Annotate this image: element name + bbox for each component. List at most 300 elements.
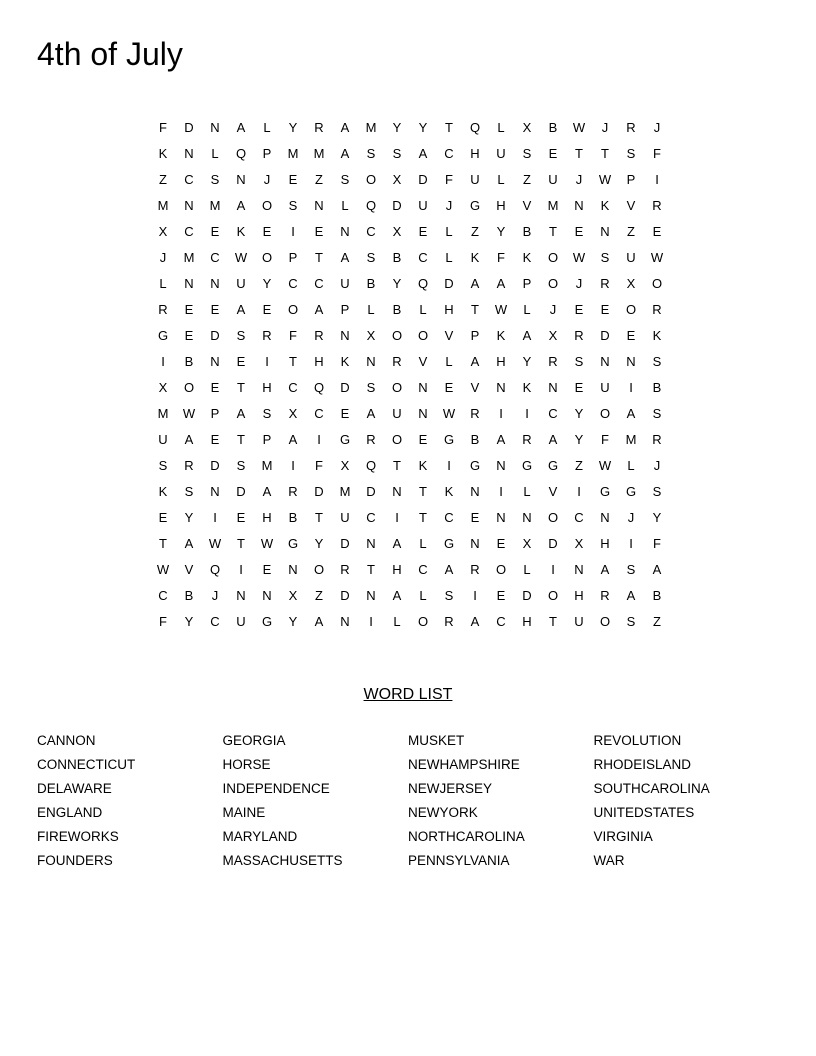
grid-letter: O xyxy=(313,562,325,577)
grid-letter: G xyxy=(339,432,351,447)
grid-row xyxy=(150,115,670,141)
grid-letter: O xyxy=(547,250,559,265)
grid-letter: N xyxy=(600,354,610,369)
grid-letter: T xyxy=(549,224,557,239)
grid-letter: O xyxy=(183,380,195,395)
grid-letter: B xyxy=(470,432,480,447)
grid-letter: E xyxy=(262,224,272,239)
grid-letter: P xyxy=(340,302,350,317)
grid-letter: I xyxy=(499,484,503,499)
grid-letter: X xyxy=(392,224,402,239)
grid-letter: A xyxy=(314,614,324,629)
word-item: INDEPENDENCE xyxy=(222,781,330,796)
grid-letter: H xyxy=(574,588,584,603)
grid-letter: C xyxy=(288,380,298,395)
grid-letter: E xyxy=(184,328,194,343)
grid-letter: K xyxy=(496,328,506,343)
grid-letter: J xyxy=(211,588,219,603)
grid-letter: N xyxy=(210,120,220,135)
grid-row xyxy=(150,141,670,167)
grid-row xyxy=(150,193,670,219)
grid-row xyxy=(150,609,670,635)
grid-letter: S xyxy=(236,328,246,343)
grid-letter: I xyxy=(291,458,295,473)
grid-letter: E xyxy=(262,562,272,577)
grid-row xyxy=(150,453,670,479)
grid-letter: N xyxy=(184,198,194,213)
grid-letter: J xyxy=(653,120,661,135)
grid-letter: V xyxy=(184,562,194,577)
grid-letter: O xyxy=(417,614,429,629)
word-list xyxy=(37,729,797,873)
grid-letter: E xyxy=(470,510,480,525)
grid-letter: N xyxy=(236,588,246,603)
grid-letter: O xyxy=(547,276,559,291)
grid-letter: Y xyxy=(392,120,402,135)
grid-letter: H xyxy=(470,146,480,161)
grid-letter: H xyxy=(496,198,506,213)
grid-letter: I xyxy=(265,354,269,369)
grid-letter: T xyxy=(367,562,375,577)
grid-letter: X xyxy=(522,120,532,135)
grid-letter: Y xyxy=(392,276,402,291)
grid-letter: T xyxy=(419,484,427,499)
grid-letter: L xyxy=(419,588,427,603)
grid-letter: K xyxy=(444,484,454,499)
grid-letter: Y xyxy=(288,614,298,629)
grid-letter: W xyxy=(494,302,508,317)
grid-letter: N xyxy=(574,198,584,213)
grid-letter: I xyxy=(629,536,633,551)
grid-letter: F xyxy=(653,536,661,551)
grid-letter: B xyxy=(652,380,662,395)
grid-letter: F xyxy=(601,432,609,447)
grid-letter: H xyxy=(262,380,272,395)
grid-letter: D xyxy=(340,536,350,551)
grid-letter: L xyxy=(445,250,453,265)
grid-letter: N xyxy=(470,536,480,551)
grid-letter: K xyxy=(600,198,610,213)
grid-letter: M xyxy=(209,198,221,213)
grid-letter: Q xyxy=(417,276,429,291)
grid-letter: F xyxy=(497,250,505,265)
grid-letter: I xyxy=(499,406,503,421)
grid-letter: Z xyxy=(653,614,661,629)
grid-letter: P xyxy=(522,276,532,291)
grid-letter: M xyxy=(261,458,273,473)
grid-letter: O xyxy=(599,406,611,421)
grid-letter: R xyxy=(600,276,610,291)
grid-letter: E xyxy=(418,432,428,447)
grid-letter: T xyxy=(237,536,245,551)
grid-letter: F xyxy=(289,328,297,343)
grid-letter: O xyxy=(495,562,507,577)
grid-letter: P xyxy=(262,146,272,161)
grid-letter: O xyxy=(261,250,273,265)
grid-letter: N xyxy=(496,458,506,473)
grid-letter: I xyxy=(473,588,477,603)
grid-letter: Y xyxy=(288,120,298,135)
grid-letter: I xyxy=(213,510,217,525)
grid-letter: S xyxy=(652,354,662,369)
grid-letter: T xyxy=(471,302,479,317)
grid-letter: O xyxy=(287,302,299,317)
grid-letter: N xyxy=(210,276,220,291)
grid-letter: Z xyxy=(575,458,583,473)
grid-letter: E xyxy=(210,432,220,447)
grid-letter: U xyxy=(548,172,558,187)
grid-letter: D xyxy=(548,536,558,551)
grid-letter: I xyxy=(551,562,555,577)
grid-letter: J xyxy=(575,172,583,187)
grid-letter: N xyxy=(366,536,376,551)
grid-letter: T xyxy=(393,458,401,473)
grid-letter: A xyxy=(522,328,532,343)
grid-letter: L xyxy=(419,302,427,317)
grid-letter: E xyxy=(418,224,428,239)
grid-letter: L xyxy=(497,120,505,135)
grid-letter: N xyxy=(392,484,402,499)
grid-letter: X xyxy=(392,172,402,187)
grid-letter: E xyxy=(496,588,506,603)
grid-letter: G xyxy=(443,536,455,551)
grid-letter: F xyxy=(159,614,167,629)
grid-letter: N xyxy=(262,588,272,603)
grid-letter: C xyxy=(548,406,558,421)
grid-letter: C xyxy=(496,614,506,629)
grid-letter: R xyxy=(548,354,558,369)
grid-letter: L xyxy=(393,614,401,629)
grid-letter: N xyxy=(366,588,376,603)
grid-letter: V xyxy=(418,354,428,369)
grid-letter: X xyxy=(366,328,376,343)
grid-letter: R xyxy=(626,120,636,135)
grid-letter: M xyxy=(365,120,377,135)
grid-letter: B xyxy=(184,588,194,603)
grid-letter: C xyxy=(158,588,168,603)
grid-row xyxy=(150,167,670,193)
grid-letter: U xyxy=(574,614,584,629)
grid-letter: Y xyxy=(522,354,532,369)
grid-letter: T xyxy=(419,510,427,525)
grid-letter: R xyxy=(652,432,662,447)
grid-letter: R xyxy=(444,614,454,629)
grid-letter: S xyxy=(444,588,454,603)
grid-letter: Z xyxy=(627,224,635,239)
grid-letter: A xyxy=(548,432,558,447)
grid-letter: E xyxy=(574,224,584,239)
grid-letter: D xyxy=(340,380,350,395)
grid-row xyxy=(150,401,670,427)
grid-letter: U xyxy=(600,380,610,395)
grid-letter: S xyxy=(600,250,610,265)
grid-letter: N xyxy=(626,354,636,369)
grid-letter: N xyxy=(288,562,298,577)
grid-letter: Z xyxy=(471,224,479,239)
grid-letter: N xyxy=(418,406,428,421)
grid-letter: G xyxy=(469,458,481,473)
grid-letter: V xyxy=(444,328,454,343)
grid-row xyxy=(150,557,670,583)
grid-letter: E xyxy=(548,146,558,161)
grid-letter: J xyxy=(653,458,661,473)
grid-letter: M xyxy=(625,432,637,447)
grid-letter: Z xyxy=(315,588,323,603)
grid-letter: U xyxy=(340,276,350,291)
grid-letter: Q xyxy=(469,120,481,135)
grid-letter: I xyxy=(161,354,165,369)
word-item: CANNON xyxy=(37,733,96,748)
word-item: FIREWORKS xyxy=(37,829,119,844)
grid-letter: G xyxy=(521,458,533,473)
grid-letter: U xyxy=(340,510,350,525)
word-column xyxy=(408,729,594,873)
grid-letter: Y xyxy=(496,224,506,239)
grid-letter: E xyxy=(496,536,506,551)
grid-letter: E xyxy=(236,354,246,369)
grid-letter: A xyxy=(340,120,350,135)
word-item: MUSKET xyxy=(408,733,465,748)
word-item: NEWJERSEY xyxy=(408,781,493,796)
grid-letter: W xyxy=(572,120,586,135)
grid-letter: M xyxy=(313,146,325,161)
grid-letter: R xyxy=(366,432,376,447)
grid-letter: E xyxy=(158,510,168,525)
grid-letter: E xyxy=(652,224,662,239)
grid-letter: D xyxy=(210,328,220,343)
grid-letter: L xyxy=(419,536,427,551)
grid-letter: E xyxy=(262,302,272,317)
grid-letter: G xyxy=(625,484,637,499)
grid-letter: R xyxy=(340,562,350,577)
grid-letter: T xyxy=(575,146,583,161)
grid-letter: I xyxy=(525,406,529,421)
grid-letter: H xyxy=(314,354,324,369)
grid-letter: L xyxy=(159,276,167,291)
grid-letter: B xyxy=(652,588,662,603)
grid-row xyxy=(150,245,670,271)
grid-letter: S xyxy=(184,484,194,499)
grid-letter: N xyxy=(210,354,220,369)
grid-letter: E xyxy=(210,380,220,395)
grid-letter: D xyxy=(418,172,428,187)
grid-letter: Q xyxy=(365,198,377,213)
grid-letter: T xyxy=(159,536,167,551)
grid-letter: N xyxy=(496,380,506,395)
grid-letter: R xyxy=(158,302,168,317)
grid-letter: A xyxy=(470,354,480,369)
grid-letter: S xyxy=(626,146,636,161)
grid-letter: S xyxy=(366,146,376,161)
grid-letter: D xyxy=(444,276,454,291)
grid-letter: T xyxy=(445,120,453,135)
grid-letter: G xyxy=(469,198,481,213)
grid-letter: K xyxy=(158,484,168,499)
grid-letter: D xyxy=(314,484,324,499)
grid-row xyxy=(150,349,670,375)
grid-letter: R xyxy=(288,484,298,499)
grid-letter: W xyxy=(182,406,196,421)
grid-letter: S xyxy=(210,172,220,187)
grid-letter: M xyxy=(157,198,169,213)
grid-row xyxy=(150,505,670,531)
grid-letter: W xyxy=(156,562,170,577)
grid-letter: B xyxy=(392,250,402,265)
grid-letter: R xyxy=(314,120,324,135)
grid-letter: P xyxy=(210,406,220,421)
grid-letter: R xyxy=(574,328,584,343)
grid-letter: T xyxy=(315,510,323,525)
grid-letter: I xyxy=(655,172,659,187)
grid-letter: A xyxy=(470,276,480,291)
grid-letter: C xyxy=(314,406,324,421)
grid-letter: C xyxy=(210,250,220,265)
grid-letter: A xyxy=(236,198,246,213)
grid-letter: K xyxy=(522,250,532,265)
grid-letter: Z xyxy=(523,172,531,187)
grid-letter: N xyxy=(496,510,506,525)
grid-letter: C xyxy=(366,510,376,525)
grid-letter: B xyxy=(392,302,402,317)
grid-letter: C xyxy=(418,562,428,577)
grid-letter: N xyxy=(470,484,480,499)
grid-letter: G xyxy=(287,536,299,551)
grid-letter: L xyxy=(445,224,453,239)
page-title: 4th of July xyxy=(37,36,183,72)
grid-letter: T xyxy=(601,146,609,161)
grid-letter: I xyxy=(395,510,399,525)
grid-letter: A xyxy=(184,432,194,447)
grid-letter: E xyxy=(600,302,610,317)
grid-letter: C xyxy=(444,146,454,161)
word-item: RHODEISLAND xyxy=(593,757,692,772)
grid-row xyxy=(150,375,670,401)
grid-letter: S xyxy=(392,146,402,161)
grid-letter: Y xyxy=(262,276,272,291)
grid-letter: S xyxy=(288,198,298,213)
grid-letter: S xyxy=(158,458,168,473)
grid-letter: C xyxy=(366,224,376,239)
grid-letter: G xyxy=(261,614,273,629)
grid-letter: B xyxy=(184,354,194,369)
grid-letter: J xyxy=(263,172,271,187)
grid-letter: W xyxy=(572,250,586,265)
grid-letter: E xyxy=(184,302,194,317)
grid-letter: Y xyxy=(184,614,194,629)
grid-letter: O xyxy=(391,432,403,447)
grid-letter: N xyxy=(340,328,350,343)
grid-letter: S xyxy=(262,406,272,421)
word-item: PENNSYLVANIA xyxy=(408,853,510,868)
grid-letter: H xyxy=(444,302,454,317)
grid-letter: N xyxy=(340,224,350,239)
grid-letter: N xyxy=(600,510,610,525)
grid-letter: L xyxy=(523,302,531,317)
grid-letter: O xyxy=(625,302,637,317)
word-item: FOUNDERS xyxy=(37,853,113,868)
grid-letter: T xyxy=(315,250,323,265)
grid-letter: X xyxy=(574,536,584,551)
grid-letter: K xyxy=(158,146,168,161)
grid-letter: N xyxy=(600,224,610,239)
grid-letter: C xyxy=(288,276,298,291)
grid-letter: L xyxy=(497,172,505,187)
grid-letter: R xyxy=(652,302,662,317)
grid-letter: R xyxy=(600,588,610,603)
grid-letter: B xyxy=(288,510,298,525)
grid-letter: X xyxy=(158,224,168,239)
grid-letter: W xyxy=(260,536,274,551)
grid-letter: G xyxy=(157,328,169,343)
grid-row xyxy=(150,219,670,245)
grid-letter: K xyxy=(522,380,532,395)
grid-letter: J xyxy=(627,510,635,525)
grid-letter: W xyxy=(234,250,248,265)
grid-letter: Y xyxy=(314,536,324,551)
grid-letter: Y xyxy=(574,432,584,447)
grid-letter: S xyxy=(236,458,246,473)
grid-letter: W xyxy=(650,250,664,265)
grid-letter: Q xyxy=(365,458,377,473)
grid-letter: N xyxy=(184,276,194,291)
grid-row xyxy=(150,583,670,609)
grid-letter: B xyxy=(548,120,558,135)
grid-letter: K xyxy=(236,224,246,239)
word-item: WAR xyxy=(593,853,625,868)
grid-letter: O xyxy=(599,614,611,629)
word-item: MAINE xyxy=(222,805,266,820)
grid-letter: Q xyxy=(209,562,221,577)
grid-row xyxy=(150,427,670,453)
grid-letter: L xyxy=(523,484,531,499)
grid-letter: L xyxy=(367,302,375,317)
grid-letter: A xyxy=(444,562,454,577)
grid-letter: K xyxy=(652,328,662,343)
grid-letter: H xyxy=(392,562,402,577)
grid-row xyxy=(150,479,670,505)
grid-letter: T xyxy=(549,614,557,629)
grid-letter: I xyxy=(577,484,581,499)
grid-letter: I xyxy=(447,458,451,473)
word-list-heading: WORD LIST xyxy=(363,686,453,703)
word-item: GEORGIA xyxy=(222,733,286,748)
grid-letter: V xyxy=(470,380,480,395)
grid-letter: U xyxy=(392,406,402,421)
grid-letter: V xyxy=(626,198,636,213)
grid-letter: F xyxy=(445,172,453,187)
grid-letter: U xyxy=(236,614,246,629)
word-column xyxy=(223,729,409,873)
grid-letter: X xyxy=(522,536,532,551)
word-item: DELAWARE xyxy=(37,781,112,796)
grid-letter: U xyxy=(236,276,246,291)
grid-letter: O xyxy=(417,328,429,343)
grid-letter: E xyxy=(236,510,246,525)
grid-letter: S xyxy=(574,354,584,369)
word-item: SOUTHCAROLINA xyxy=(593,781,710,796)
grid-letter: S xyxy=(522,146,532,161)
grid-letter: D xyxy=(366,484,376,499)
grid-letter: E xyxy=(626,328,636,343)
grid-letter: Z xyxy=(159,172,167,187)
grid-letter: J xyxy=(159,250,167,265)
grid-letter: N xyxy=(340,614,350,629)
grid-letter: N xyxy=(236,172,246,187)
grid-letter: A xyxy=(262,484,272,499)
grid-letter: A xyxy=(496,276,506,291)
grid-letter: M xyxy=(339,484,351,499)
grid-letter: J xyxy=(549,302,557,317)
